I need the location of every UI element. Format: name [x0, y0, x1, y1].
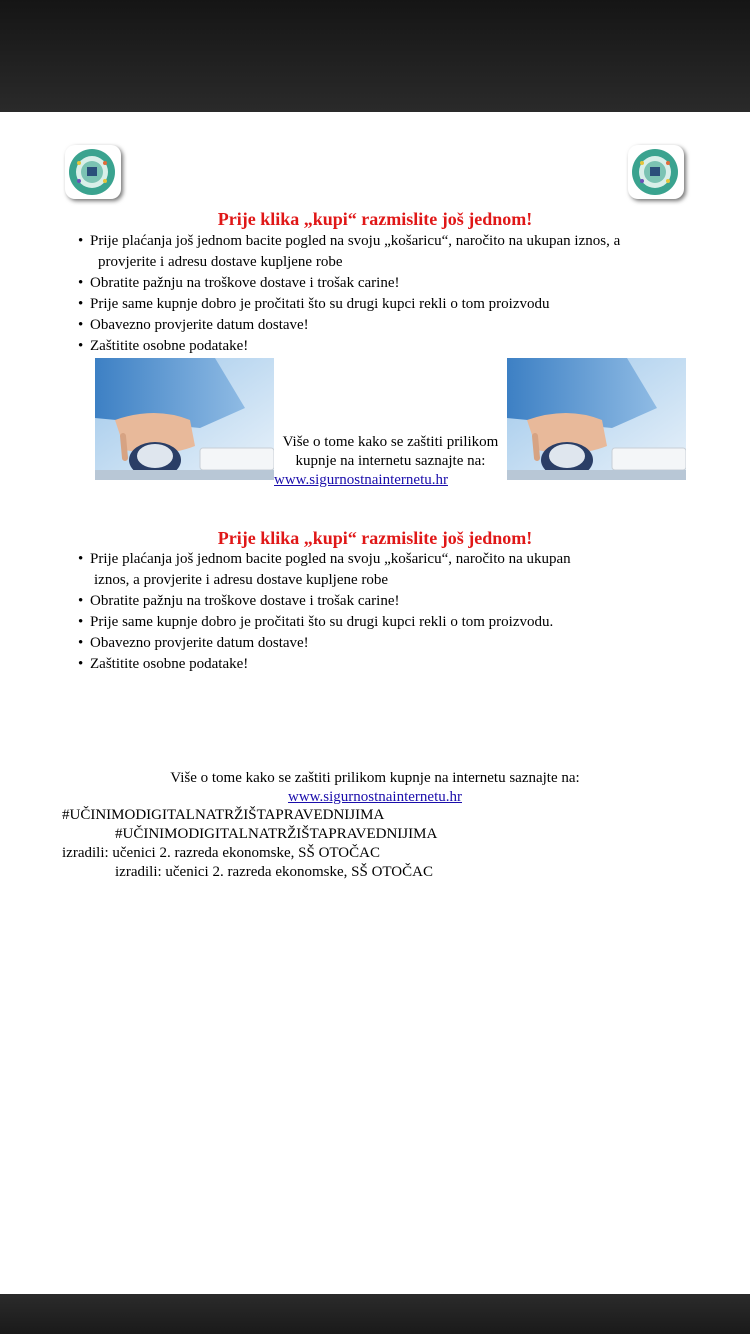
list-item: • Prije plaćanja još jednom bacite pogled na svoju „košaricu“, naročito na ukupan iznos, a provjerite i adresu dostave kupljene robe [78, 231, 678, 273]
hand-on-mouse-photo-right [507, 358, 686, 480]
section1-bullet-list [78, 231, 678, 357]
hand-on-mouse-photo-left [95, 358, 274, 480]
list-item: • Zaštitite osobne podatake! [78, 654, 678, 675]
section1-link[interactable]: www.sigurnostnainternetu.hr [274, 472, 448, 488]
section2-link-wrap [0, 788, 750, 807]
list-item: • Prije same kupnje dobro je pročitati što su drugi kupci rekli o tom proizvodu. [78, 612, 678, 633]
caption-line: kupnje na internetu saznajte na: [295, 453, 486, 469]
hashtag-line: #UČINIMODIGITALNATRŽIŠTAPRAVEDNIJIMA [62, 807, 385, 823]
section2-bullet-list [78, 549, 678, 675]
section2-link[interactable]: www.sigurnostnainternetu.hr [288, 789, 462, 805]
school-seal-icon-left [65, 145, 121, 199]
document-page [0, 112, 750, 1294]
top-bar [0, 0, 750, 112]
section1-caption [274, 433, 507, 471]
school-seal-icon-right [628, 145, 684, 199]
list-item: • Prije plaćanja još jednom bacite pogled na svoju „košaricu“, naročito na ukupan iznos, a provjerite i adresu dostave kupljene robe [78, 549, 678, 591]
list-item: • Obavezno provjerite datum dostave! [78, 315, 678, 336]
caption-line: Više o tome kako se zaštiti prilikom [282, 434, 499, 450]
list-item: • Zaštitite osobne podatake! [78, 336, 678, 357]
list-item: • Obratite pažnju na troškove dostave i trošak carine! [78, 273, 678, 294]
list-item: • Obavezno provjerite datum dostave! [78, 633, 678, 654]
section1-heading: Prije klika „kupi“ razmislite još jednom! [217, 209, 533, 229]
bottom-bar [0, 1294, 750, 1334]
section2-heading: Prije klika „kupi“ razmislite još jednom! [217, 528, 533, 548]
credits-line: izradili: učenici 2. razreda ekonomske, SŠ OTOČAC [115, 864, 433, 880]
list-item: • Obratite pažnju na troškove dostave i trošak carine! [78, 591, 678, 612]
list-item: • Prije same kupnje dobro je pročitati što su drugi kupci rekli o tom proizvodu [78, 294, 678, 315]
section2-caption: Više o tome kako se zaštiti prilikom kupnje na internetu saznajte na: [170, 770, 580, 786]
credits-line: izradili: učenici 2. razreda ekonomske, SŠ OTOČAC [62, 845, 380, 861]
hashtag-line: #UČINIMODIGITALNATRŽIŠTAPRAVEDNIJIMA [115, 826, 438, 842]
